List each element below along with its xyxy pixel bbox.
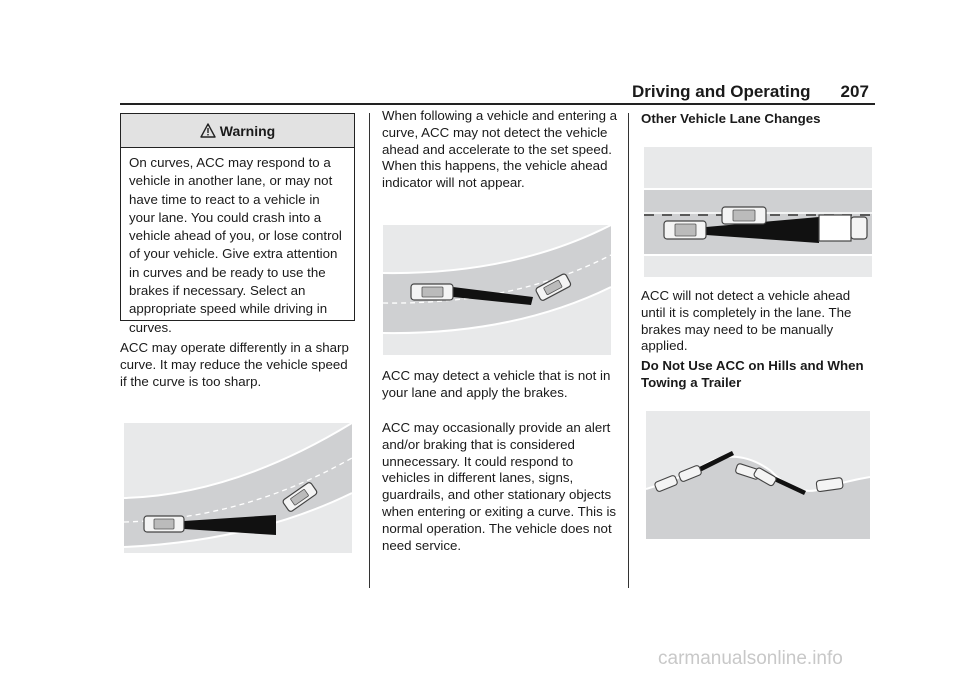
- warning-header: [121, 114, 354, 148]
- lane-change-paragraph: ACC will not detect a vehicle ahead until it is completely in the lane. The brakes may need to be manually applied.: [641, 288, 852, 354]
- own-vehicle: [144, 516, 184, 532]
- lead-truck: [819, 215, 867, 241]
- watermark: carmanualsonline.info: [658, 648, 843, 669]
- warning-box: [120, 113, 355, 335]
- column-divider-2: [628, 113, 629, 588]
- curve-paragraph: ACC may operate differently in a sharp curve. It may reduce the vehicle speed if the curve is too sharp.: [120, 340, 349, 389]
- page-header: [632, 82, 869, 102]
- header-rule: [120, 103, 875, 105]
- warning-triangle-icon: [200, 123, 216, 138]
- warning-title: Warning: [219, 122, 276, 139]
- column-divider-1: [369, 113, 370, 588]
- hills-towing-heading: Do Not Use ACC on Hills and When Towing a Trailer: [641, 358, 864, 390]
- hills-figure: [646, 411, 870, 539]
- own-vehicle: [411, 284, 453, 300]
- unnecessary-braking-paragraph: ACC may occasionally provide an alert and/or braking that is considered unnecessary. It could respond to vehicles in different lanes, signs, guardrails, and other stationary objects when entering or exiting a curve. This is normal operation. The vehicle does not need service.: [382, 420, 617, 553]
- own-vehicle: [664, 221, 706, 239]
- lane-change-heading: Other Vehicle Lane Changes: [641, 111, 821, 126]
- lane-change-figure: [644, 147, 872, 277]
- detect-other-lane-paragraph: ACC may detect a vehicle that is not in your lane and apply the brakes.: [382, 368, 611, 400]
- cutting-in-vehicle: [722, 207, 766, 224]
- warning-text: On curves, ACC may respond to a vehicle in another lane, or may not have time to react to a vehicle in your lane. You could crash into a vehicle ahead of you, or lose control of your vehicle. Give extra attention in curves and be ready to use the brakes if necessary. Select an appropriate speed while driving in curves.: [129, 155, 342, 335]
- sharp-curve-figure: [124, 423, 352, 553]
- section-title: Driving and Operating: [632, 82, 811, 101]
- curve-detect-figure: [383, 225, 611, 355]
- page-number: 207: [840, 82, 869, 101]
- following-curve-paragraph: When following a vehicle and entering a curve, ACC may not detect the vehicle ahead and accelerate to the set speed. When this happens, the vehicle ahead indicator will not appear.: [382, 108, 618, 191]
